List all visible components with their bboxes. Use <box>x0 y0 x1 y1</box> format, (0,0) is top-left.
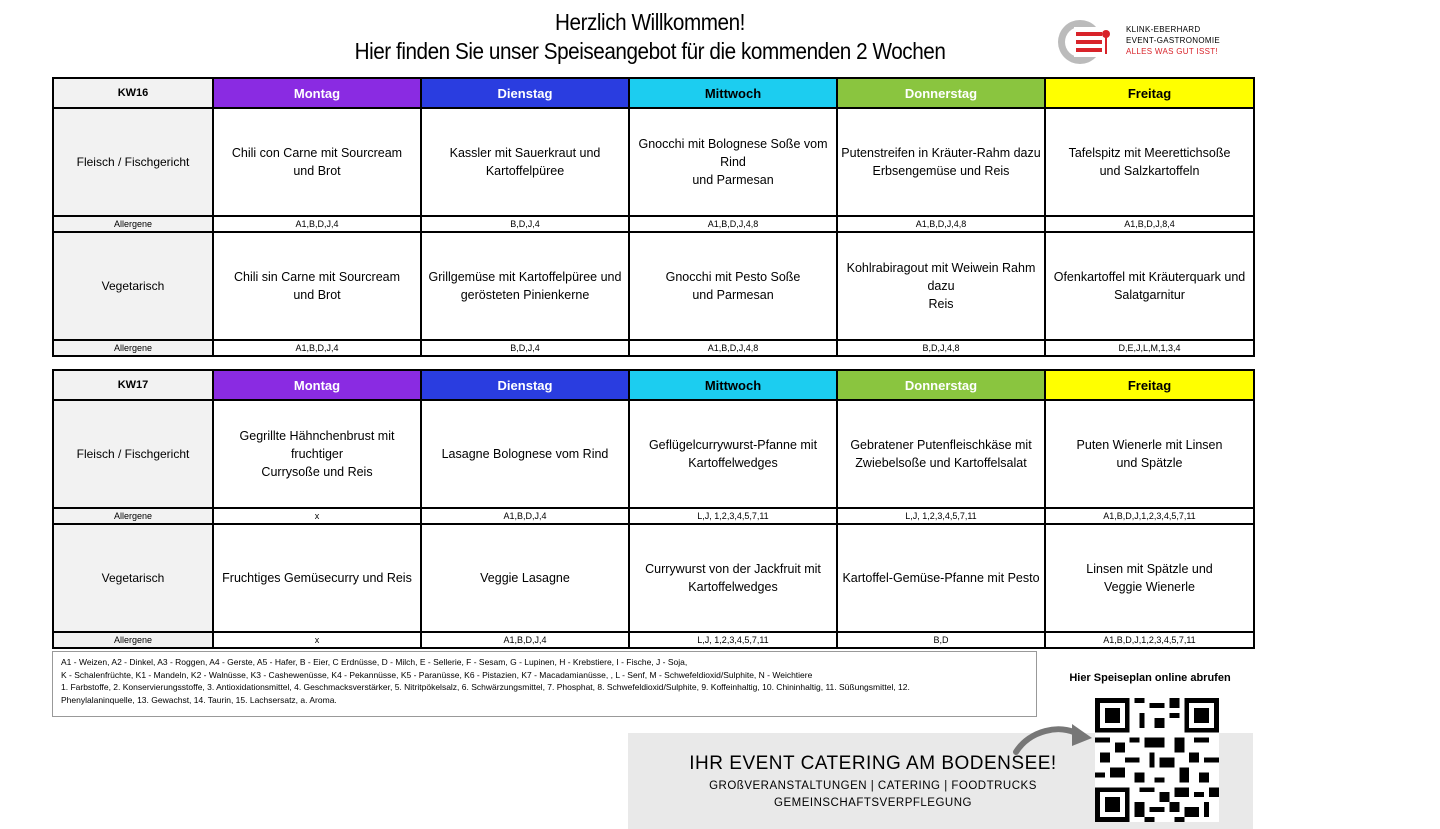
row-label-meat: Fleisch / Fischgericht <box>53 400 213 508</box>
dish-cell: Veggie Lasagne <box>421 524 629 632</box>
day-header-dienstag: Dienstag <box>421 78 629 108</box>
dish-cell: Chili con Carne mit Sourcream und Brot <box>213 108 421 216</box>
allergen-cell: x <box>213 508 421 524</box>
allergen-cell: A1,B,D,J,4 <box>213 340 421 356</box>
week-table-kw16 <box>52 77 1255 357</box>
day-header-row <box>53 370 1254 400</box>
veg-row <box>53 524 1254 632</box>
dish-cell: Geflügelcurrywurst-Pfanne mit Kartoffelwedges <box>629 400 837 508</box>
dish-cell: Puten Wienerle mit Linsen und Spätzle <box>1045 400 1254 508</box>
day-header-montag: Montag <box>213 370 421 400</box>
logo-slogan: ALLES WAS GUT ISST! <box>1126 47 1218 56</box>
dish-cell: Currywurst von der Jackfruit mit Kartoffelwedges <box>629 524 837 632</box>
allergen-cell: x <box>213 632 421 648</box>
dish-cell: Chili sin Carne mit Sourcream und Brot <box>213 232 421 340</box>
day-header-row <box>53 78 1254 108</box>
day-header-donnerstag: Donnerstag <box>837 370 1045 400</box>
allergen-cell: L,J, 1,2,3,4,5,7,11 <box>837 508 1045 524</box>
allergen-cell: B,D,J,4 <box>421 216 629 232</box>
banner-services: GROßVERANSTALTUNGEN | CATERING | FOODTRUCKS <box>709 780 1037 792</box>
day-header-freitag: Freitag <box>1045 370 1254 400</box>
banner-services-2: GEMEINSCHAFTSVERPFLEGUNG <box>774 797 972 809</box>
allergen-cell: A1,B,D,J,1,2,3,4,5,7,11 <box>1045 632 1254 648</box>
dish-cell: Kartoffel-Gemüse-Pfanne mit Pesto <box>837 524 1045 632</box>
logo-mark-icon <box>1056 18 1120 66</box>
qr-code-icon[interactable] <box>1095 698 1219 822</box>
allergen-cell: B,D,J,4 <box>421 340 629 356</box>
dish-cell: Ofenkartoffel mit Kräuterquark und Salatgarnitur <box>1045 232 1254 340</box>
dish-cell: Linsen mit Spätzle und Veggie Wienerle <box>1045 524 1254 632</box>
allergen-cell: D,E,J,L,M,1,3,4 <box>1045 340 1254 356</box>
allergen-legend <box>52 651 1037 717</box>
banner-title: IHR EVENT CATERING AM BODENSEE! <box>689 753 1057 774</box>
week-label: KW16 <box>53 78 213 108</box>
allergen-row <box>53 508 1254 524</box>
allergen-label: Allergene <box>53 216 213 232</box>
logo-line-1: KLINK-EBERHARD <box>1126 25 1201 34</box>
allergen-label: Allergene <box>53 340 213 356</box>
row-label-veg: Vegetarisch <box>53 232 213 340</box>
day-header-montag: Montag <box>213 78 421 108</box>
allergen-label: Allergene <box>53 508 213 524</box>
dish-cell: Grillgemüse mit Kartoffelpüree und gerösteten Pinienkerne <box>421 232 629 340</box>
legend-line: K - Schalenfrüchte, K1 - Mandeln, K2 - Walnüsse, K3 - Cashewenüsse, K4 - Pekannüsse, K5 - Paranüsse, K6 - Pistazien, K7 - Macadamianüsse, , L - Senf, M - Schwefeldioxid/Sulphite, N - Weichtiere <box>61 669 813 680</box>
logo-line-2: EVENT-GASTRONOMIE <box>1126 36 1220 45</box>
day-header-mittwoch: Mittwoch <box>629 370 837 400</box>
dish-cell: Gnocchi mit Pesto Soße und Parmesan <box>629 232 837 340</box>
day-header-donnerstag: Donnerstag <box>837 78 1045 108</box>
allergen-cell: A1,B,D,J,4,8 <box>629 340 837 356</box>
allergen-cell: A1,B,D,J,4 <box>421 632 629 648</box>
allergen-cell: A1,B,D,J,8,4 <box>1045 216 1254 232</box>
legend-line: A1 - Weizen, A2 - Dinkel, A3 - Roggen, A4 - Gerste, A5 - Hafer, B - Eier, C Erdnüsse, D - Milch, E - Sellerie, F - Sesam, G - Lupinen, H - Krebstiere, I - Fische, J - Soja, <box>61 657 688 667</box>
allergen-row <box>53 216 1254 232</box>
legend-line: Phenylalaninquelle, 13. Gewachst, 14. Taurin, 15. Lachsersatz, a. Aroma. <box>61 694 337 705</box>
dish-cell: Tafelspitz mit Meerettichsoße und Salzkartoffeln <box>1045 108 1254 216</box>
dish-cell: Kohlrabiragout mit Weiwein Rahm dazu Reis <box>837 232 1045 340</box>
allergen-cell: L,J, 1,2,3,4,5,7,11 <box>629 508 837 524</box>
dish-cell: Putenstreifen in Kräuter-Rahm dazu Erbsengemüse und Reis <box>837 108 1045 216</box>
qr-label: Hier Speiseplan online abrufen <box>1069 672 1231 684</box>
page-subtitle: Hier finden Sie unser Speiseangebot für die kommenden 2 Wochen <box>354 38 946 64</box>
dish-cell: Gegrillte Hähnchenbrust mit fruchtiger Currysoße und Reis <box>213 400 421 508</box>
week-label: KW17 <box>53 370 213 400</box>
allergen-cell: A1,B,D,J,4,8 <box>837 216 1045 232</box>
company-logo <box>1056 18 1246 66</box>
welcome-heading: Herzlich Willkommen! <box>555 9 745 35</box>
row-label-meat: Fleisch / Fischgericht <box>53 108 213 216</box>
row-label-veg: Vegetarisch <box>53 524 213 632</box>
allergen-cell: A1,B,D,J,4,8 <box>629 216 837 232</box>
allergen-cell: L,J, 1,2,3,4,5,7,11 <box>629 632 837 648</box>
allergen-row <box>53 340 1254 356</box>
dish-cell: Kassler mit Sauerkraut und Kartoffelpüree <box>421 108 629 216</box>
allergen-cell: A1,B,D,J,4 <box>421 508 629 524</box>
day-header-mittwoch: Mittwoch <box>629 78 837 108</box>
allergen-label: Allergene <box>53 632 213 648</box>
legend-line: 1. Farbstoffe, 2. Konservierungsstoffe, 3. Antioxidationsmittel, 4. Geschmacksverstärker, 5. Nitritpökelsalz, 6. Schwärzungsmittel, 7. Phosphat, 8. Schwefeldioxid/Sulphite, 9. Koffeinhaltig, 10. Chininhaltig, 11. Süßungsmittel, 12. <box>61 682 910 692</box>
dish-cell: Fruchtiges Gemüsecurry und Reis <box>213 524 421 632</box>
day-header-dienstag: Dienstag <box>421 370 629 400</box>
meat-row <box>53 108 1254 216</box>
dish-cell: Gebratener Putenfleischkäse mit Zwiebelsoße und Kartoffelsalat <box>837 400 1045 508</box>
allergen-cell: B,D <box>837 632 1045 648</box>
dish-cell: Gnocchi mit Bolognese Soße vom Rind und Parmesan <box>629 108 837 216</box>
veg-row <box>53 232 1254 340</box>
allergen-cell: B,D,J,4,8 <box>837 340 1045 356</box>
day-header-freitag: Freitag <box>1045 78 1254 108</box>
dish-cell: Lasagne Bolognese vom Rind <box>421 400 629 508</box>
arrow-icon <box>1012 722 1094 756</box>
week-table-kw17 <box>52 369 1255 649</box>
allergen-row <box>53 632 1254 648</box>
allergen-cell: A1,B,D,J,4 <box>213 216 421 232</box>
meat-row <box>53 400 1254 508</box>
allergen-cell: A1,B,D,J,1,2,3,4,5,7,11 <box>1045 508 1254 524</box>
